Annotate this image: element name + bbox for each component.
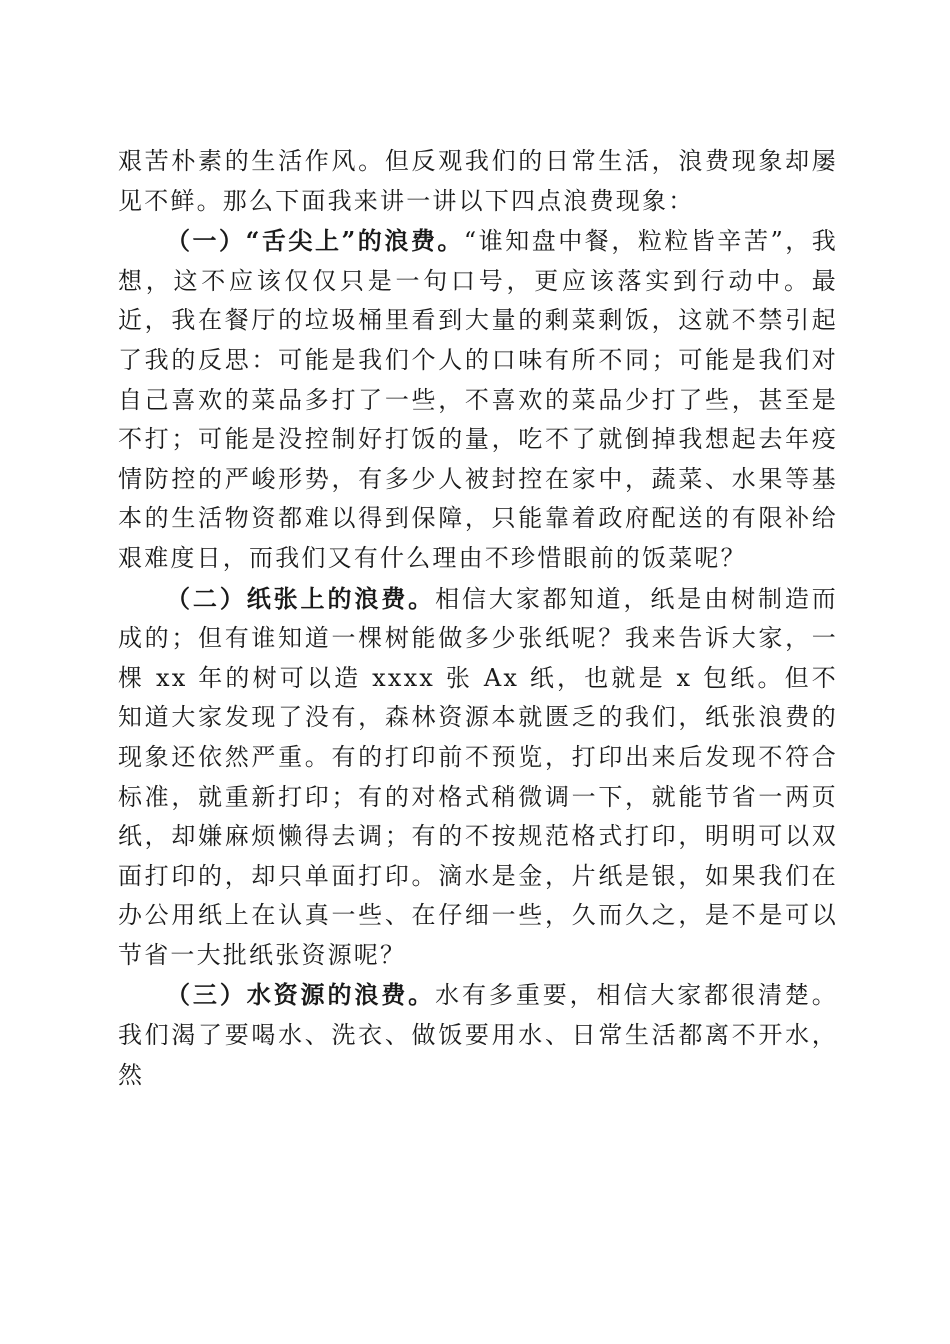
paragraph-text: “谁知盘中餐，粒粒皆辛苦”，我想，这不应该仅仅只是一句口号，更应该落实到行动中。最近，我在餐厅的垃圾桶里看到大量的剩菜剩饭，这就不禁引起了我的反思：可能是我们个人的口味有所不同；可能是我们对自己喜欢的菜品多打了一些，不喜欢的菜品少打了些，甚至是不打；可能是没控制好打饭的量，吃不了就倒掉我想起去年疫情防控的严峻形势，有多少人被封控在家中，蔬菜、水果等基本的生活物资都难以得到保障，只能靠着政府配送的有限补给艰难度日，而我们又有什么理由不珍惜眼前的饭菜呢？	[118, 227, 838, 572]
section-heading-water-waste: （三）水资源的浪费。	[166, 980, 436, 1010]
paragraph-text: 艰苦朴素的生活作风。但反观我们的日常生活，浪费现象却屡见不鲜。那么下面我来讲一讲以下四点浪费现象：	[118, 147, 838, 215]
document-body	[118, 142, 838, 1095]
paragraph-text: 相信大家都知道，纸是由树制造而成的；但有谁知道一棵树能做多少张纸呢？我来告诉大家，一棵 xx 年的树可以造 xxxx 张 Ax 纸，也就是 x 包纸。但不知道大家发现了没有，森林资源本就匮乏的我们，纸张浪费的现象还依然严重。有的打印前不预览，打印出来后发现不符合标准，就重新打印；有的对格式稍微调一下，就能节省一两页纸，却嫌麻烦懒得去调；有的不按规范格式打印，明明可以双面打印的，却只单面打印。滴水是金，片纸是银，如果我们在办公用纸上在认真一些、在仔细一些，久而久之，是不是可以节省一大批纸张资源呢？	[118, 584, 839, 969]
paragraph-text: 水有多重要，相信大家都很清楚。我们渴了要喝水、洗衣、做饭要用水、日常生活都离不开水，然	[118, 981, 839, 1089]
paragraph-paper-waste	[118, 579, 838, 976]
paragraph-food-waste	[118, 221, 838, 578]
paragraph-water-waste	[118, 975, 838, 1095]
paragraph-intro	[118, 142, 838, 221]
section-heading-paper-waste: （二）纸张上的浪费。	[166, 583, 436, 613]
section-heading-food-waste: （一）“舌尖上”的浪费。	[166, 226, 464, 256]
